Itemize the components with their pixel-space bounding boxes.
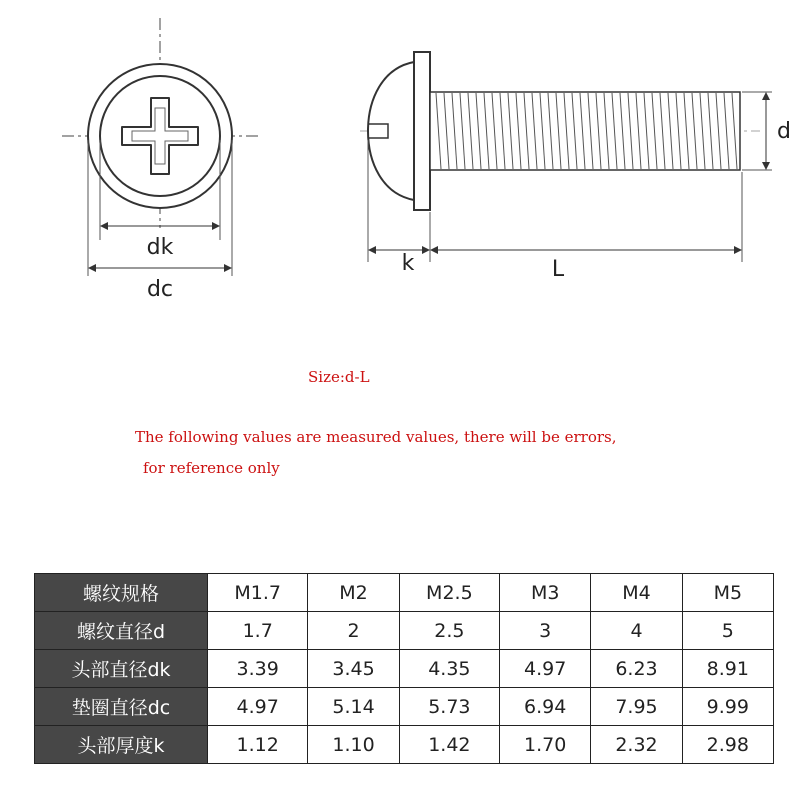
size-note: Size:d-L xyxy=(308,368,370,386)
d-label: d xyxy=(777,119,791,144)
table-cell: M2 xyxy=(308,574,399,612)
table-cell: 3.39 xyxy=(208,650,308,688)
table-cell: 5 xyxy=(682,612,773,650)
table-row xyxy=(35,650,774,688)
table-cell: 4 xyxy=(591,612,682,650)
table-cell: 4.97 xyxy=(500,650,591,688)
table-cell: 7.95 xyxy=(591,688,682,726)
table-cell: M2.5 xyxy=(399,574,499,612)
table-cell: 1.42 xyxy=(399,726,499,764)
row-header: 垫圈直径dc xyxy=(35,688,208,726)
measurement-disclaimer xyxy=(135,422,775,484)
table-cell: M4 xyxy=(591,574,682,612)
dk-label: dk xyxy=(146,235,174,260)
table-cell: 1.70 xyxy=(500,726,591,764)
table-cell: M5 xyxy=(682,574,773,612)
table-cell: 5.73 xyxy=(399,688,499,726)
table-cell: 9.99 xyxy=(682,688,773,726)
spec-table xyxy=(34,573,774,764)
table-cell: 1.10 xyxy=(308,726,399,764)
row-header: 头部直径dk xyxy=(35,650,208,688)
table-cell: 2 xyxy=(308,612,399,650)
table-cell: 6.23 xyxy=(591,650,682,688)
table-cell: 4.35 xyxy=(399,650,499,688)
washer-flange xyxy=(414,52,430,210)
disclaimer-line-1: The following values are measured values, there will be errors, xyxy=(135,428,617,446)
screw-head xyxy=(368,62,414,200)
row-header: 螺纹规格 xyxy=(35,574,208,612)
dc-label: dc xyxy=(146,277,174,302)
table-cell: 1.12 xyxy=(208,726,308,764)
table-row xyxy=(35,612,774,650)
table-cell: 6.94 xyxy=(500,688,591,726)
table-cell: 3 xyxy=(500,612,591,650)
top-view xyxy=(62,18,258,302)
table-cell: M3 xyxy=(500,574,591,612)
table-cell: 2.98 xyxy=(682,726,773,764)
table-row xyxy=(35,688,774,726)
table-cell: M1.7 xyxy=(208,574,308,612)
table-row xyxy=(35,726,774,764)
L-label: L xyxy=(551,257,565,282)
k-label: k xyxy=(401,251,415,276)
table-cell: 2.5 xyxy=(399,612,499,650)
table-cell: 3.45 xyxy=(308,650,399,688)
screw-diagram xyxy=(0,0,800,340)
table-cell: 8.91 xyxy=(682,650,773,688)
table-cell: 5.14 xyxy=(308,688,399,726)
table-cell: 2.32 xyxy=(591,726,682,764)
table-cell: 1.7 xyxy=(208,612,308,650)
table-cell: 4.97 xyxy=(208,688,308,726)
table-row xyxy=(35,574,774,612)
side-view xyxy=(360,52,791,282)
row-header: 螺纹直径d xyxy=(35,612,208,650)
disclaimer-line-2: for reference only xyxy=(143,459,280,477)
row-header: 头部厚度k xyxy=(35,726,208,764)
